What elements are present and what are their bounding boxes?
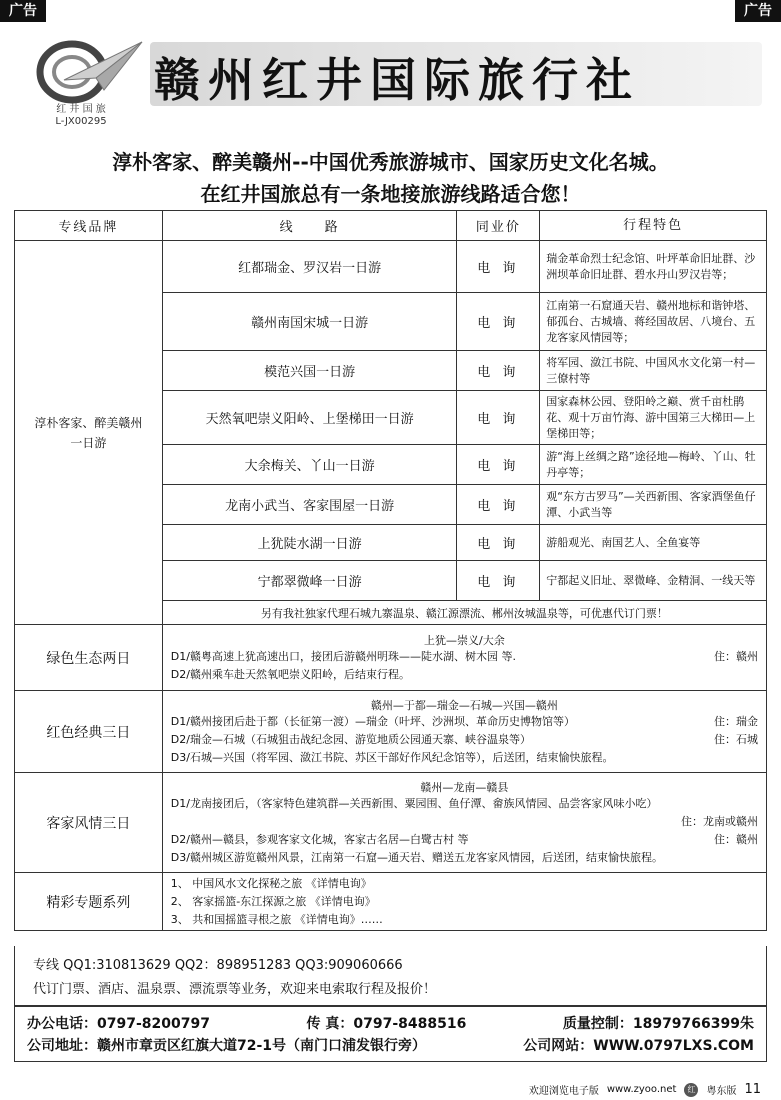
price-inquiry: 电 询 <box>457 391 540 445</box>
package-details <box>162 773 766 873</box>
slogan-line-2: 在红井国旅总有一条地接旅游线路适合您！ <box>200 182 581 206</box>
office-fax: 传 真：0797-8488516 <box>306 1016 467 1032</box>
package-details <box>162 625 766 691</box>
package-row <box>15 873 767 931</box>
logo-text <box>36 104 126 128</box>
header-brand: 专线品牌 <box>15 211 163 241</box>
paper-plane-logo-icon <box>34 34 144 104</box>
header-feature: 行程特色 <box>540 211 767 241</box>
agency-title: 赣州红井国际旅行社 <box>154 53 640 107</box>
ad-tag-right: 广告 <box>735 0 781 22</box>
itinerary-line <box>163 849 766 867</box>
quality-control: 质量控制：18979766399朱 <box>562 1016 754 1032</box>
route-feature: 游“海上丝绸之路”途径地—梅岭、丫山、牡丹亭等； <box>540 445 767 485</box>
footer-badge-icon: 红 <box>684 1083 698 1097</box>
office-row-1 <box>27 1013 754 1035</box>
slogan-line-1: 淳朴客家、醉美赣州--中国优秀旅游城市、国家历史文化名城。 <box>112 150 669 174</box>
itinerary-text: D1/赣粤高速上犹高速出口，接团后游赣州明珠——陡水湖、树木园 等. <box>170 649 516 663</box>
itinerary-line <box>163 813 766 831</box>
route-name: 红都瑞金、罗汉岩一日游 <box>162 241 457 293</box>
footer-edition: 粤东版 <box>706 1086 737 1097</box>
qq-line: 专线 QQ1:310813629 QQ2：898951283 QQ3:909060666 <box>33 958 403 973</box>
price-inquiry: 电 询 <box>457 351 540 391</box>
price-inquiry: 电 询 <box>457 293 540 351</box>
route-feature: 国家森林公园、登阳岭之巅、赏千亩杜鹃花、观十万亩竹海、游中国第三大梯田—上堡梯田等； <box>540 391 767 445</box>
table-row <box>15 241 767 293</box>
price-inquiry: 电 询 <box>457 561 540 601</box>
itinerary-text: D2/赣州—赣县，参观客家文化城，客家古名居—白鹭古村 等 <box>170 832 469 846</box>
package-details <box>162 691 766 773</box>
license-number: L-JX00295 <box>55 116 107 127</box>
itinerary-line <box>163 875 766 893</box>
package-row <box>15 691 767 773</box>
price-inquiry: 电 询 <box>457 525 540 561</box>
itinerary-text: D3/石城—兴国（将军园、潋江书院、苏区干部好作风纪念馆等），后送团，结束愉快旅程。 <box>170 750 614 764</box>
route-name: 模范兴国一日游 <box>162 351 457 391</box>
itinerary-text: D3/赣州城区游览赣州风景，江南第一石窟—通天岩、赠送五龙客家风情园，后送团，结束愉快旅程。 <box>170 850 663 864</box>
itinerary-line <box>163 648 766 666</box>
contact-section <box>14 946 767 1006</box>
package-route-title: 赣州—于都—瑞金—石城—兴国—赣州 <box>370 698 558 712</box>
package-category: 客家风情三日 <box>15 773 163 873</box>
package-route-title: 上犹—崇义/大余 <box>424 633 505 647</box>
price-inquiry: 电 询 <box>457 241 540 293</box>
day-tour-category: 淳朴客家、醉美赣州 一日游 <box>15 241 163 625</box>
stay-location: 住：赣州 <box>714 649 758 663</box>
stay-location: 住：石城 <box>714 732 758 746</box>
itinerary-line <box>163 795 766 813</box>
package-route-title: 赣州—龙南—赣县 <box>420 780 509 794</box>
itinerary-text: D2/瑞金—石城（石城狙击战纪念园、游览地质公园通天寨、峡谷温泉等） <box>170 732 531 746</box>
logo-name: 红 井 国 旅 <box>56 104 106 115</box>
stay-location: 住：龙南或赣州 <box>681 814 758 828</box>
route-name: 大余梅关、丫山一日游 <box>162 445 457 485</box>
footer-site[interactable]: www.zyoo.net <box>606 1084 677 1095</box>
route-name: 赣州南国宋城一日游 <box>162 293 457 351</box>
itinerary-text: 3、 共和国摇篮寻根之旅 《详情电询》…… <box>170 912 383 926</box>
header-price: 同业价 <box>457 211 540 241</box>
route-name: 上犹陡水湖一日游 <box>162 525 457 561</box>
package-details <box>162 873 766 931</box>
service-line: 代订门票、酒店、温泉票、漂流票等业务，欢迎来电索取行程及报价！ <box>33 982 437 997</box>
day-tour-note: 另有我社独家代理石城九寨温泉、赣江源漂流、郴州汝城温泉等，可优惠代订门票！ <box>162 601 766 625</box>
page-number: 11 <box>744 1082 761 1097</box>
footer <box>0 1076 781 1100</box>
route-feature: 江南第一石窟通天岩、赣州地标和谐钟塔、郁孤台、古城墙、蒋经国故居、八境台、五龙客家风情园等； <box>540 293 767 351</box>
package-category: 红色经典三日 <box>15 691 163 773</box>
office-section <box>14 1006 767 1062</box>
header <box>14 22 766 128</box>
package-category: 绿色生态两日 <box>15 625 163 691</box>
company-website: 公司网站：WWW.0797LXS.COM <box>523 1038 754 1054</box>
route-feature: 观“东方古罗马”—关西新围、客家酒堡鱼仔潭、小武当等 <box>540 485 767 525</box>
office-row-2 <box>27 1035 754 1057</box>
footer-welcome: 欢迎浏览电子版 <box>528 1086 599 1097</box>
itinerary-line <box>163 666 766 684</box>
company-address: 公司地址：赣州市章贡区红旗大道72-1号（南门口浦发银行旁） <box>27 1038 427 1054</box>
itinerary-line <box>163 893 766 911</box>
route-feature: 游船观光、南国艺人、全鱼宴等 <box>540 525 767 561</box>
itinerary-line <box>163 713 766 731</box>
package-category: 精彩专题系列 <box>15 873 163 931</box>
itinerary-text: D1/赣州接团后赴于都（长征第一渡）—瑞金（叶坪、沙洲坝、革命历史博物馆等） <box>170 714 575 728</box>
stay-location: 住：瑞金 <box>714 714 758 728</box>
header-route: 线 路 <box>162 211 457 241</box>
office-phone: 办公电话：0797-8200797 <box>27 1016 210 1032</box>
route-name: 天然氧吧崇义阳岭、上堡梯田一日游 <box>162 391 457 445</box>
itinerary-text: 2、 客家摇篮-东江探源之旅 《详情电询》 <box>170 894 376 908</box>
itinerary-line <box>163 831 766 849</box>
itinerary-line <box>163 749 766 767</box>
route-feature: 将军园、潋江书院、中国风水文化第一村—三僚村等 <box>540 351 767 391</box>
route-name: 宁都翠微峰一日游 <box>162 561 457 601</box>
price-inquiry: 电 询 <box>457 485 540 525</box>
itinerary-text: D1/龙南接团后，（客家特色建筑群—关西新围、粟园围、鱼仔潭、畲族风情园、品尝客家风味小吃） <box>170 796 658 810</box>
itinerary-text: D2/赣州乘车赴天然氧吧崇义阳岭，后结束行程。 <box>170 667 410 681</box>
package-row <box>15 773 767 873</box>
route-feature: 宁都起义旧址、翠微峰、金精洞、一线天等 <box>540 561 767 601</box>
itinerary-line <box>163 731 766 749</box>
package-row <box>15 625 767 691</box>
stay-location: 住：赣州 <box>714 832 758 846</box>
table-header-row <box>15 211 767 241</box>
itinerary-line <box>163 911 766 929</box>
ad-tag-left: 广告 <box>0 0 46 22</box>
price-inquiry: 电 询 <box>457 445 540 485</box>
itinerary-text: 1、 中国风水文化探秘之旅 《详情电询》 <box>170 876 372 890</box>
footer-info <box>529 1082 761 1097</box>
route-feature: 瑞金革命烈士纪念馆、叶坪革命旧址群、沙洲坝革命旧址群、碧水丹山罗汉岩等； <box>540 241 767 293</box>
tour-table <box>14 210 767 931</box>
route-name: 龙南小武当、客家围屋一日游 <box>162 485 457 525</box>
